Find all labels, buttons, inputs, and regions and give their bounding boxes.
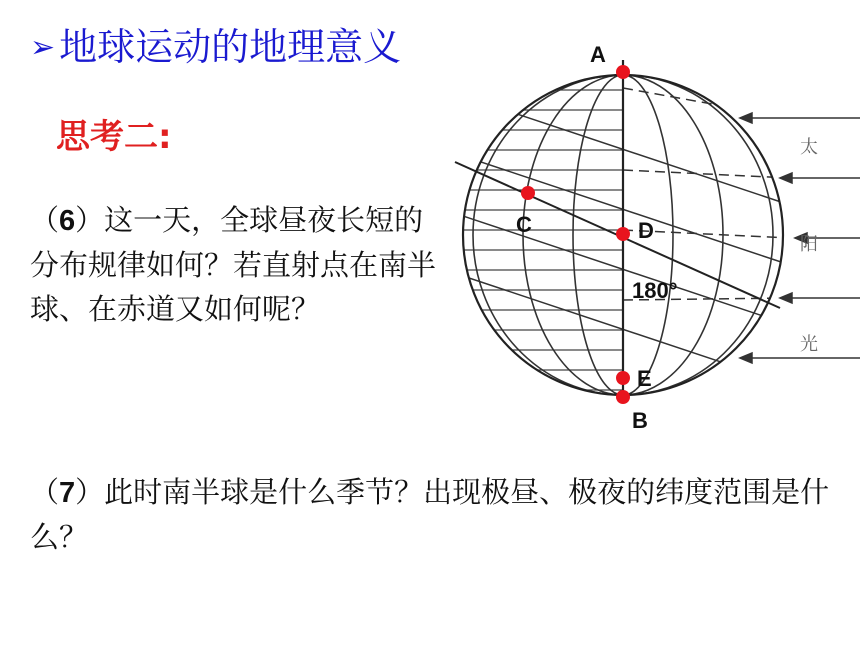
point-b-label: B [632, 408, 648, 433]
point-markers [521, 65, 630, 404]
arrow-bullet-icon: ➢ [30, 30, 56, 65]
point-e-marker [616, 371, 630, 385]
point-d-label: D [638, 218, 654, 243]
point-a-marker [616, 65, 630, 79]
sunlight-char-1: 太 [800, 137, 818, 158]
sunlight-char-2: 阳 [800, 234, 818, 255]
title-text: 地球运动的地理意义 [59, 25, 402, 69]
question-6-text: ）这一天，全球昼夜长短的分布规律如何？若直射点在南半球、在赤道又如何呢？ [30, 203, 437, 326]
question-7-text: ）此时南半球是什么季节？出现极昼、极夜的纬度范围是什么？ [30, 475, 830, 554]
question-6-number: 6 [59, 205, 76, 237]
point-a-label: A [590, 42, 606, 67]
sun-ray-guides [623, 88, 790, 300]
question-6: （6）这一天，全球昼夜长短的分布规律如何？若直射点在南半球、在赤道又如何呢？ [30, 203, 437, 326]
point-c-label: C [516, 212, 532, 237]
question-7: （7）此时南半球是什么季节？出现极昼、极夜的纬度范围是什么？ [30, 475, 830, 554]
sunlight-char-3: 光 [800, 334, 818, 355]
point-e-label: E [637, 366, 652, 391]
point-b-marker [616, 390, 630, 404]
point-c-marker [521, 186, 535, 200]
point-d-marker [616, 227, 630, 241]
night-hemisphere-hatching [455, 90, 623, 390]
question-7-number: 7 [59, 477, 76, 509]
subheading: 思考二: [56, 117, 172, 157]
angle-label: 180° [632, 278, 678, 303]
